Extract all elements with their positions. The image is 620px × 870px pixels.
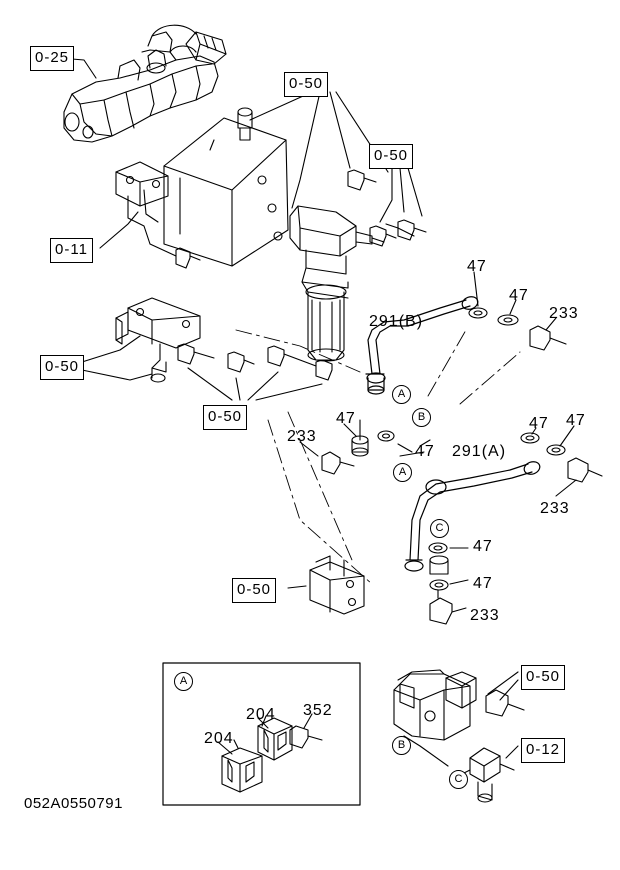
leader-0-50-mid-4 (256, 384, 322, 400)
bolt-group-upper-right (348, 170, 426, 246)
label-291a: 291(A) (452, 443, 507, 460)
leader-0-50-left-1 (82, 336, 140, 362)
leader-0-50-mid-2 (236, 378, 240, 400)
drawing-number: 052A0550791 (24, 795, 123, 812)
lower-left-bracket (116, 298, 200, 382)
leader-0-50-b2 (400, 168, 404, 212)
label-47-e: 47 (336, 410, 356, 427)
ref-circle-b-1: B (412, 408, 431, 427)
ref-circle-c-2: C (449, 770, 468, 789)
label-233-c: 233 (540, 500, 570, 517)
leader-0-50-clamp (288, 586, 306, 588)
label-233-b: 233 (287, 428, 317, 445)
clamp-bracket-bottom (310, 556, 364, 614)
leader-0-50-pump-1 (488, 672, 518, 694)
callout-0-50-pump[interactable]: 0-50 (521, 665, 565, 690)
ref-circle-c-1: C (430, 519, 449, 538)
joint-c-lower (429, 543, 452, 624)
callout-0-50-clamp[interactable]: 0-50 (232, 578, 276, 603)
callout-0-50-right[interactable]: 0-50 (369, 144, 413, 169)
leader-0-50-b1 (380, 168, 392, 222)
label-204-upper: 204 (246, 706, 276, 723)
fuel-filter-body (258, 176, 384, 361)
leader-b-pump (404, 736, 448, 766)
leader-0-50-a3 (330, 92, 350, 168)
joint-291a-left (322, 420, 394, 474)
bolt-group-mid-left (178, 344, 332, 380)
label-47-g: 47 (473, 538, 493, 555)
label-47-h: 47 (473, 575, 493, 592)
callout-0-50-left[interactable]: 0-50 (40, 355, 84, 380)
ref-circle-a-3: A (174, 672, 193, 691)
filter-bracket (116, 108, 288, 268)
callout-0-50-mid[interactable]: 0-50 (203, 405, 247, 430)
ref-circle-b-2: B (392, 736, 411, 755)
leader-0-50-b3 (408, 168, 422, 216)
callout-0-11[interactable]: 0-11 (50, 238, 93, 263)
leader-0-50-a2 (292, 92, 320, 208)
washer-bolt-291a-right (521, 433, 602, 482)
label-47-c: 47 (529, 415, 549, 432)
label-233-a: 233 (549, 305, 579, 322)
label-204-lower: 204 (204, 730, 234, 747)
ref-circle-a-1: A (392, 385, 411, 404)
label-291b: 291(B) (369, 313, 424, 330)
pipe-291b (366, 295, 480, 394)
label-352: 352 (303, 702, 333, 719)
label-47-b: 47 (509, 287, 529, 304)
callout-0-50-top[interactable]: 0-50 (284, 72, 328, 97)
callout-0-25[interactable]: 0-25 (30, 46, 74, 71)
leader-0-11 (100, 212, 138, 248)
intake-manifold-part (64, 25, 226, 142)
leader-0-50-mid-1 (188, 368, 232, 400)
callout-0-12[interactable]: 0-12 (521, 738, 565, 763)
leader-0-50-left-2 (82, 370, 152, 380)
label-233-d: 233 (470, 607, 500, 624)
label-47-d: 47 (566, 412, 586, 429)
label-47-a: 47 (467, 258, 487, 275)
label-47-f: 47 (415, 443, 435, 460)
ref-circle-a-2: A (393, 463, 412, 482)
leader-0-12 (506, 746, 518, 758)
